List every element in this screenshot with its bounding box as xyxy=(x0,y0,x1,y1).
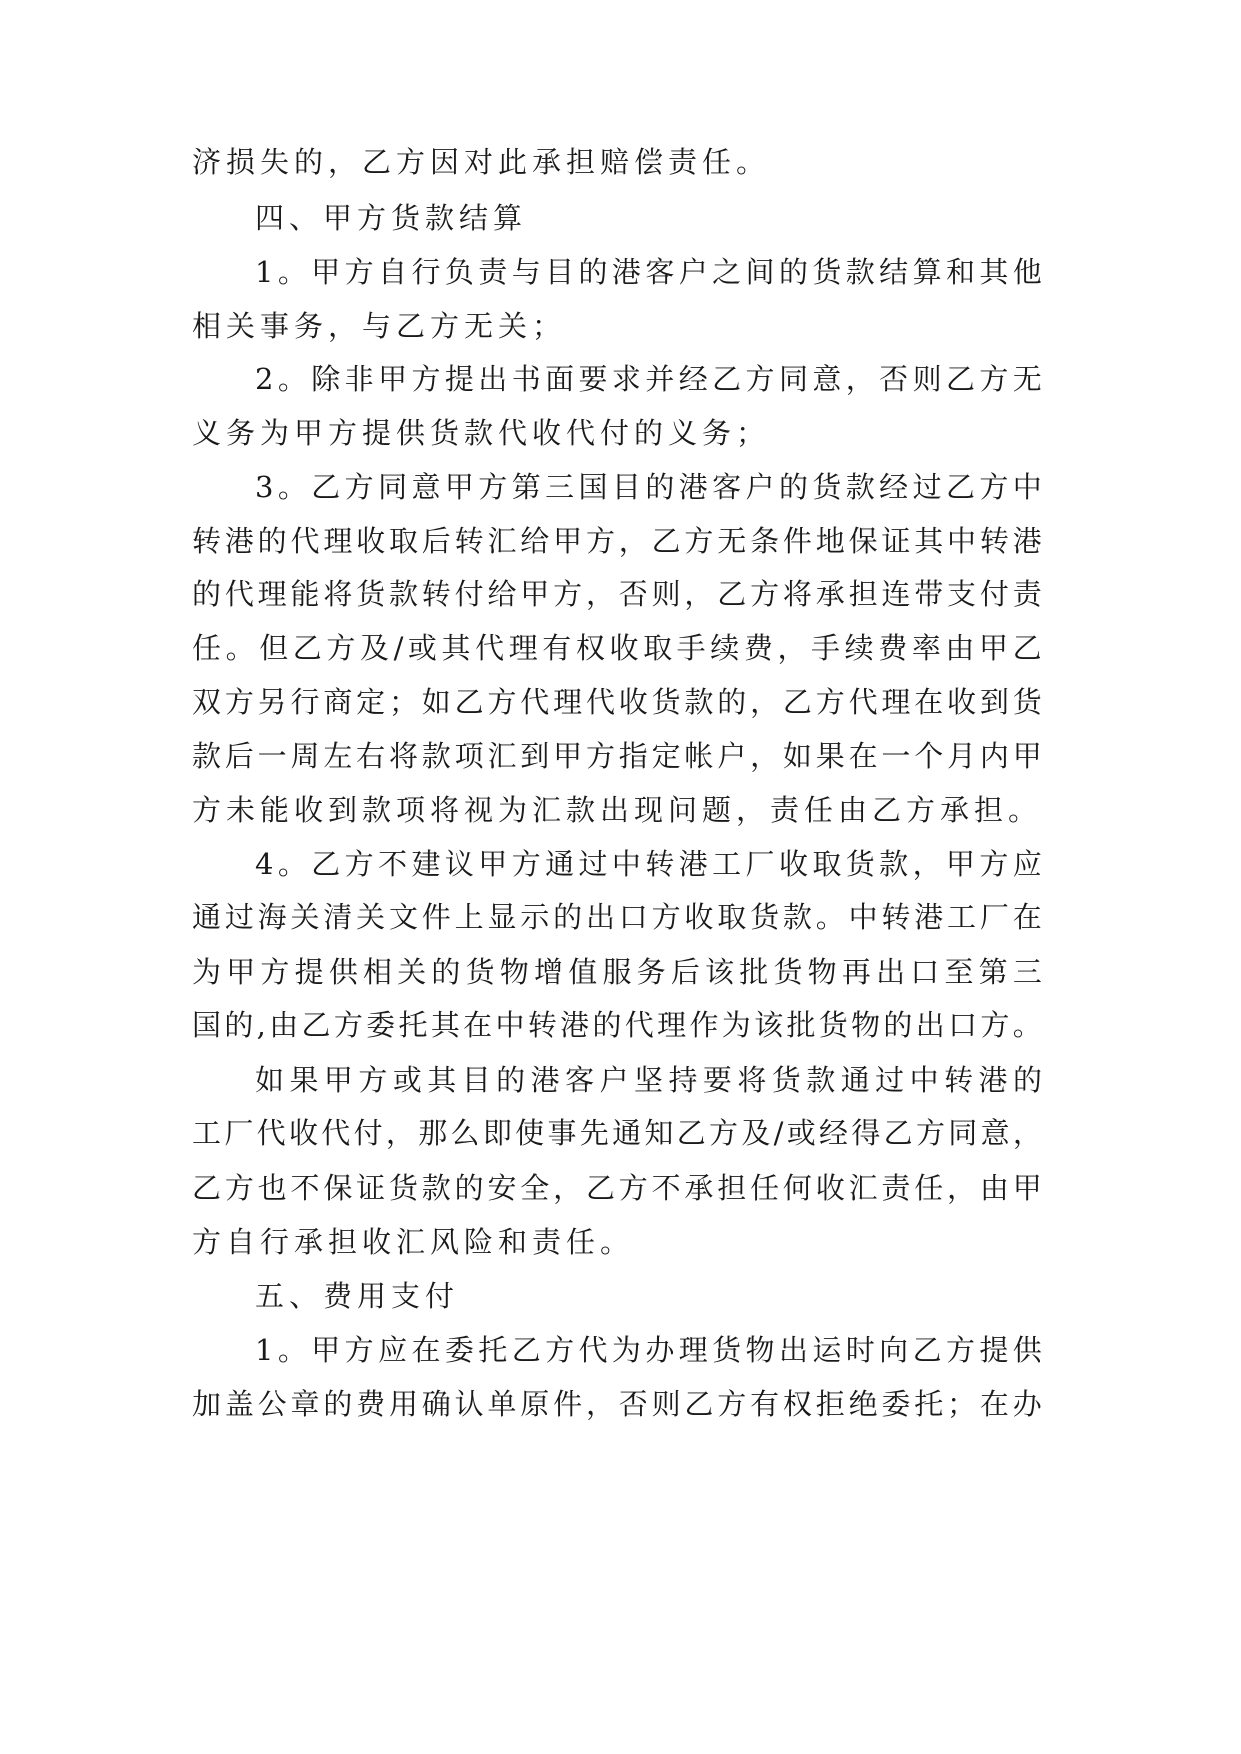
text-line: 为 甲 方 提 供 相 关 的 货 物 增 值 服 务 后 该 批 货 物 再 出 口 至 第 三 xyxy=(192,955,1042,989)
text-line: 双 方 另 行 商 定 ； 如 乙 方 代 理 代 收 货 款 的 ， 乙 方 代 理 在 收 到 货 xyxy=(192,685,1042,719)
section-heading: 五、费用支付 xyxy=(255,1279,460,1313)
text-line: 款 后 一 周 左 右 将 款 项 汇 到 甲 方 指 定 帐 户 ， 如 果 在 一 个 月 内 甲 xyxy=(192,739,1042,773)
text-line: 1 。 甲 方 应 在 委 托 乙 方 代 为 办 理 货 物 出 运 时 向 乙 方 提 供 xyxy=(255,1333,1042,1367)
text-line: 济损失的，乙方因对此承担赔偿责任。 xyxy=(192,145,771,179)
text-line: 乙 方 也 不 保 证 货 款 的 安 全 ， 乙 方 不 承 担 任 何 收 汇 责 任 ， 由 甲 xyxy=(192,1171,1042,1205)
text-line: 转 港 的 代 理 收 取 后 转 汇 给 甲 方 ， 乙 方 无 条 件 地 保 证 其 中 转 港 xyxy=(192,524,1042,558)
text-line: 任 。 但 乙 方 及 / 或 其 代 理 有 权 收 取 手 续 费 ， 手 续 费 率 由 甲 乙 xyxy=(192,631,1042,665)
text-line: 通 过 海 关 清 关 文 件 上 显 示 的 出 口 方 收 取 货 款 。 中 转 港 工 厂 在 xyxy=(192,900,1042,934)
text-line: 加 盖 公 章 的 费 用 确 认 单 原 件 ， 否 则 乙 方 有 权 拒 绝 委 托 ； 在 办 xyxy=(192,1387,1042,1421)
text-line: 方未能收到款项将视为汇款出现问题，责任由乙方承担。 xyxy=(192,793,1043,827)
text-line: 3 。 乙 方 同 意 甲 方 第 三 国 目 的 港 客 户 的 货 款 经 过 乙 方 中 xyxy=(255,470,1042,504)
text-line: 方自行承担收汇风险和责任。 xyxy=(192,1225,635,1259)
text-line: 1 。 甲 方 自 行 负 责 与 目 的 港 客 户 之 间 的 货 款 结 算 和 其 他 xyxy=(255,255,1042,289)
text-line: 工 厂 代 收 代 付 ， 那 么 即 使 事 先 通 知 乙 方 及 / 或 经 得 乙 方 同 意 ， xyxy=(192,1116,1042,1150)
text-line: 如 果 甲 方 或 其 目 的 港 客 户 坚 持 要 将 货 款 通 过 中 转 港 的 xyxy=(255,1063,1042,1097)
section-heading: 四、甲方货款结算 xyxy=(255,201,528,235)
text-line: 2 。 除 非 甲 方 提 出 书 面 要 求 并 经 乙 方 同 意 ， 否 则 乙 方 无 xyxy=(255,362,1042,396)
text-line: 4 。 乙 方 不 建 议 甲 方 通 过 中 转 港 工 厂 收 取 货 款 ， 甲 方 应 xyxy=(255,847,1042,881)
text-line: 义务为甲方提供货款代收代付的义务； xyxy=(192,416,771,450)
text-line: 的 代 理 能 将 货 款 转 付 给 甲 方 ， 否 则 ， 乙 方 将 承 担 连 带 支 付 责 xyxy=(192,577,1042,611)
text-line: 国 的 , 由 乙 方 委 托 其 在 中 转 港 的 代 理 作 为 该 批 货 物 的 出 口 方 。 xyxy=(192,1008,1042,1042)
text-line: 相关事务，与乙方无关； xyxy=(192,309,567,343)
